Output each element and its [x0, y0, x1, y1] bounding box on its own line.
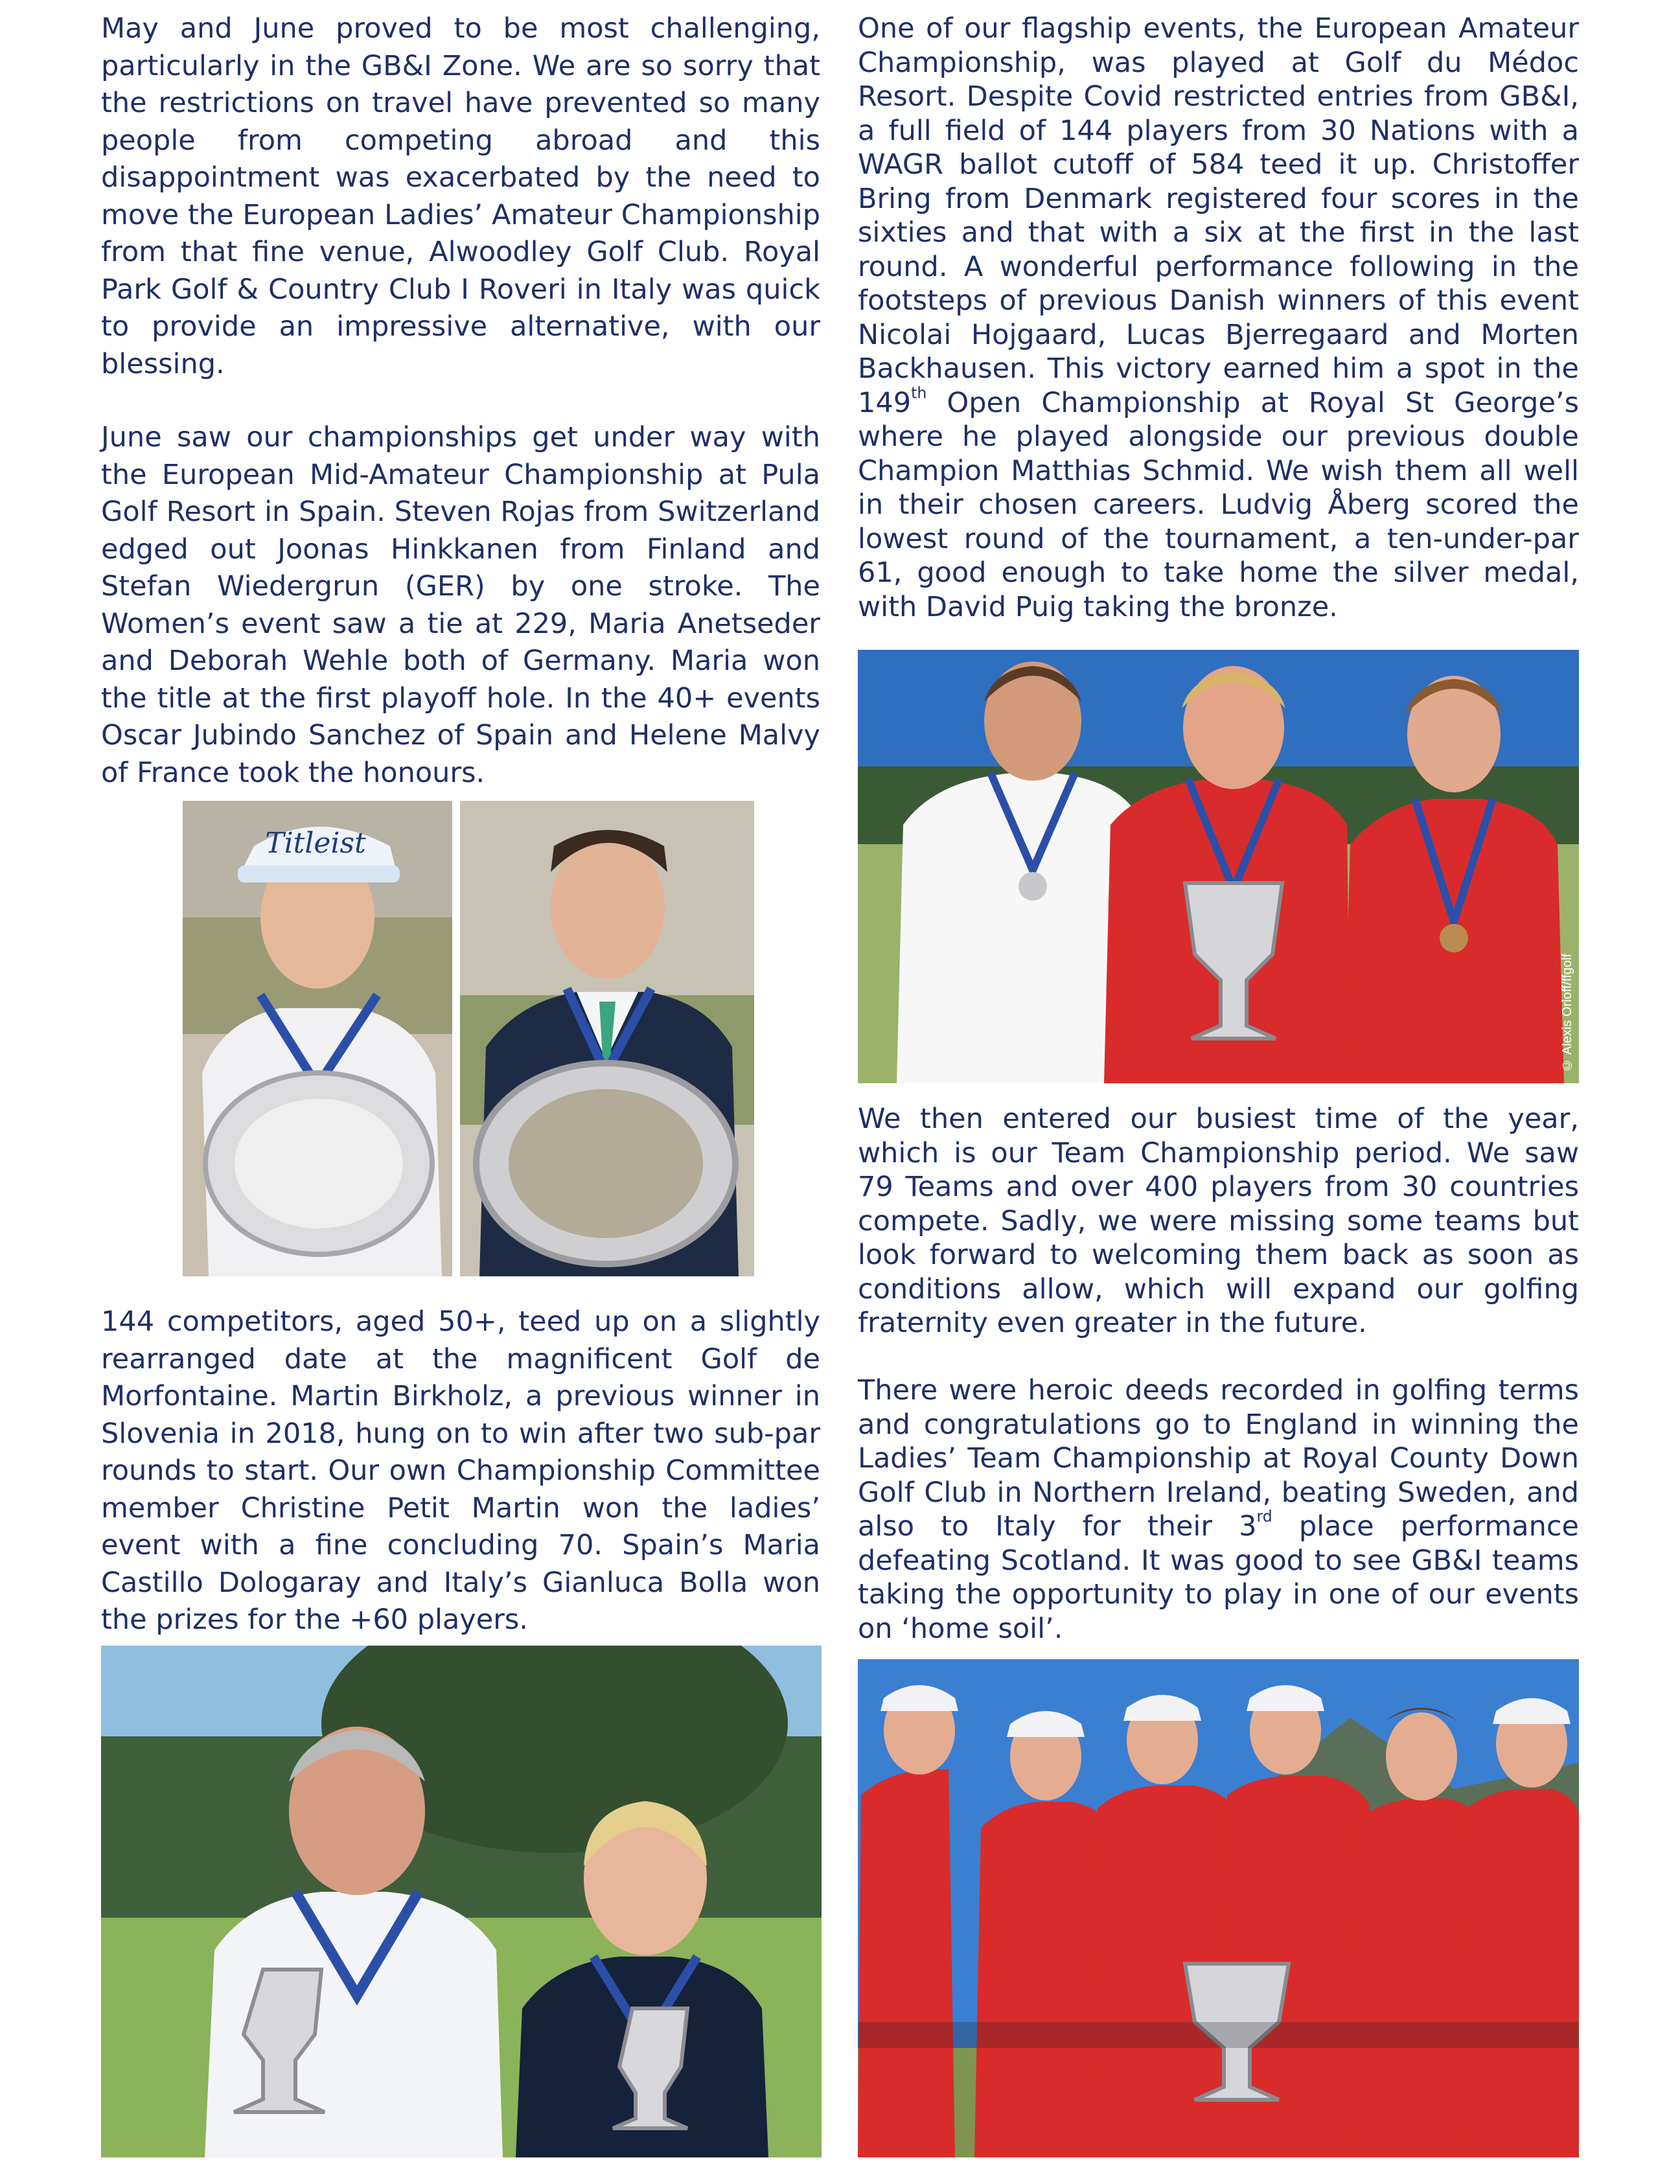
ordinal-suffix-th: th	[911, 384, 927, 402]
ladies-team-text-b: place performance defeating Scotland. It was good to see GB&I teams taking the opportunity to play in one of our events on ‘home soil’.	[858, 1510, 1579, 1645]
european-amateur-paragraph	[858, 12, 1579, 624]
european-amateur-text-a: One of our flagship events, the European Amateur Championship, was played at Golf du Médoc Resort. Despite Covid restricted entries from GB&I, a full field of 144 players from 30 Nations with a WAGR ballot cutoff of 584 teed it up. Christoffer Bring from Denmark registered four scores in the sixties and that with a six at the first in the last round. A wonderful performance following in the footsteps of previous Danish winners of this event Nicolai Hojgaard, Lucas Bjerregaard and Morten Backhausen. This victory earned him a spot in the 149	[858, 12, 1579, 419]
photo-mid-amateur-women-winner	[183, 801, 452, 1276]
european-amateur-text-b: Open Championship at Royal St George’s where he played alongside our previous double Champion Matthias Schmid. We wish them all well in their chosen careers. Ludvig Åberg scored the lowest round of the tournament, a ten-under-par 61, good enough to take home the silver medal, with David Puig taking the bronze.	[858, 386, 1579, 623]
senior-championship-paragraph: 144 competitors, aged 50+, teed up on a slightly rearranged date at the magnificent Golf de Morfontaine. Martin Birkholz, a previous winner in Slovenia in 2018, hung on to win after two sub-par rounds to start. Our own Championship Committee member Christine Petit Martin won the ladies’ event with a fine concluding 70. Spain’s Maria Castillo Dologaray and Italy’s Gianluca Bolla won the prizes for the +60 players.	[101, 1305, 820, 1636]
cap-logo-text: Titleist	[265, 827, 366, 860]
ladies-team-text-a: There were heroic deeds recorded in golfing terms and congratulations go to England in winning the Ladies’ Team Championship at Royal County Down Golf Club in Northern Ireland, beating Sweden, and also to Italy for their 3	[858, 1374, 1579, 1543]
photo-ladies-team-england	[858, 1659, 1579, 2157]
photo-credit: © Alexis Orloff/ffgolf	[1560, 953, 1574, 1072]
mid-amateur-paragraph: June saw our championships get under way with the European Mid-Amateur Championship at Pula Golf Resort in Spain. Steven Rojas from Switzerland edged out Joonas Hinkkanen from Finland and Stefan Wiedergrun (GER) by one stroke. The Women’s event saw a tie at 229, Maria Anetseder and Deborah Wehle both of Germany. Maria won the title at the first playoff hole. In the 40+ events Oscar Jubindo Sanchez of Spain and Helene Malvy of France took the honours.	[101, 421, 820, 789]
ladies-team-paragraph	[858, 1374, 1579, 1646]
photo-mid-amateur-men-winner	[460, 801, 754, 1276]
photo-senior-winners	[101, 1646, 822, 2157]
photo-european-amateur-podium	[858, 650, 1579, 1083]
intro-paragraph: May and June proved to be most challenging, particularly in the GB&I Zone. We are so sorry that the restrictions on travel have prevented so many people from competing abroad and this disappointment was exacerbated by the need to move the European Ladies’ Amateur Championship from that fine venue, Alwoodley Golf Club. Royal Park Golf & Country Club I Roveri in Italy was quick to provide an impressive alternative, with our blessing.	[101, 12, 820, 380]
ordinal-suffix-rd: rd	[1256, 1507, 1272, 1526]
team-championship-paragraph: We then entered our busiest time of the year, which is our Team Championship period. We saw 79 Teams and over 400 players from 30 countries compete. Sadly, we were missing some teams but look forward to welcoming them back as soon as conditions allow, which will expand our golfing fraternity even greater in the future.	[858, 1103, 1579, 1339]
